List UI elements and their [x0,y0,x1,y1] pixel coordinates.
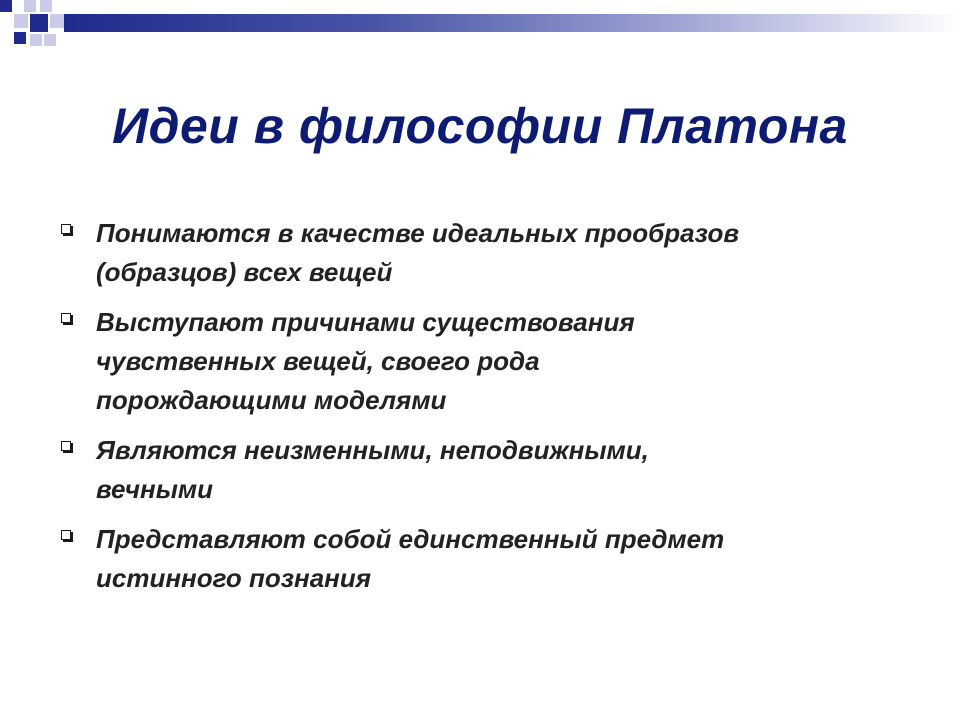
hollow-square-bullet-icon [61,530,71,540]
hollow-square-bullet-icon [61,313,71,323]
hollow-square-bullet-icon [61,224,71,234]
deco-square [0,0,12,12]
bullet-text: Понимаются в качестве идеальных прообразов (образцов) всех вещей [96,218,740,287]
bullet-text: Выступают причинами существования чувственных вещей, своего рода порождающими моделями [96,307,635,415]
list-item [60,303,920,420]
corner-squares-decoration [0,0,960,60]
header-gradient-band [64,14,960,32]
list-item [60,520,920,598]
deco-square [24,0,36,12]
deco-square [44,34,56,46]
deco-square [14,32,26,44]
deco-square [30,34,42,46]
slide-title: Идеи в философии Платона [112,98,848,154]
deco-square [30,14,48,32]
list-item [60,214,920,292]
bullet-list [60,214,920,609]
hollow-square-bullet-icon [61,441,71,451]
bullet-text: Являются неизменными, неподвижными, вечными [96,435,649,504]
list-item [60,431,920,509]
deco-square [50,14,64,28]
deco-square [14,14,28,28]
bullet-text: Представляют собой единственный предмет истинного познания [96,524,725,593]
deco-square [40,0,52,12]
